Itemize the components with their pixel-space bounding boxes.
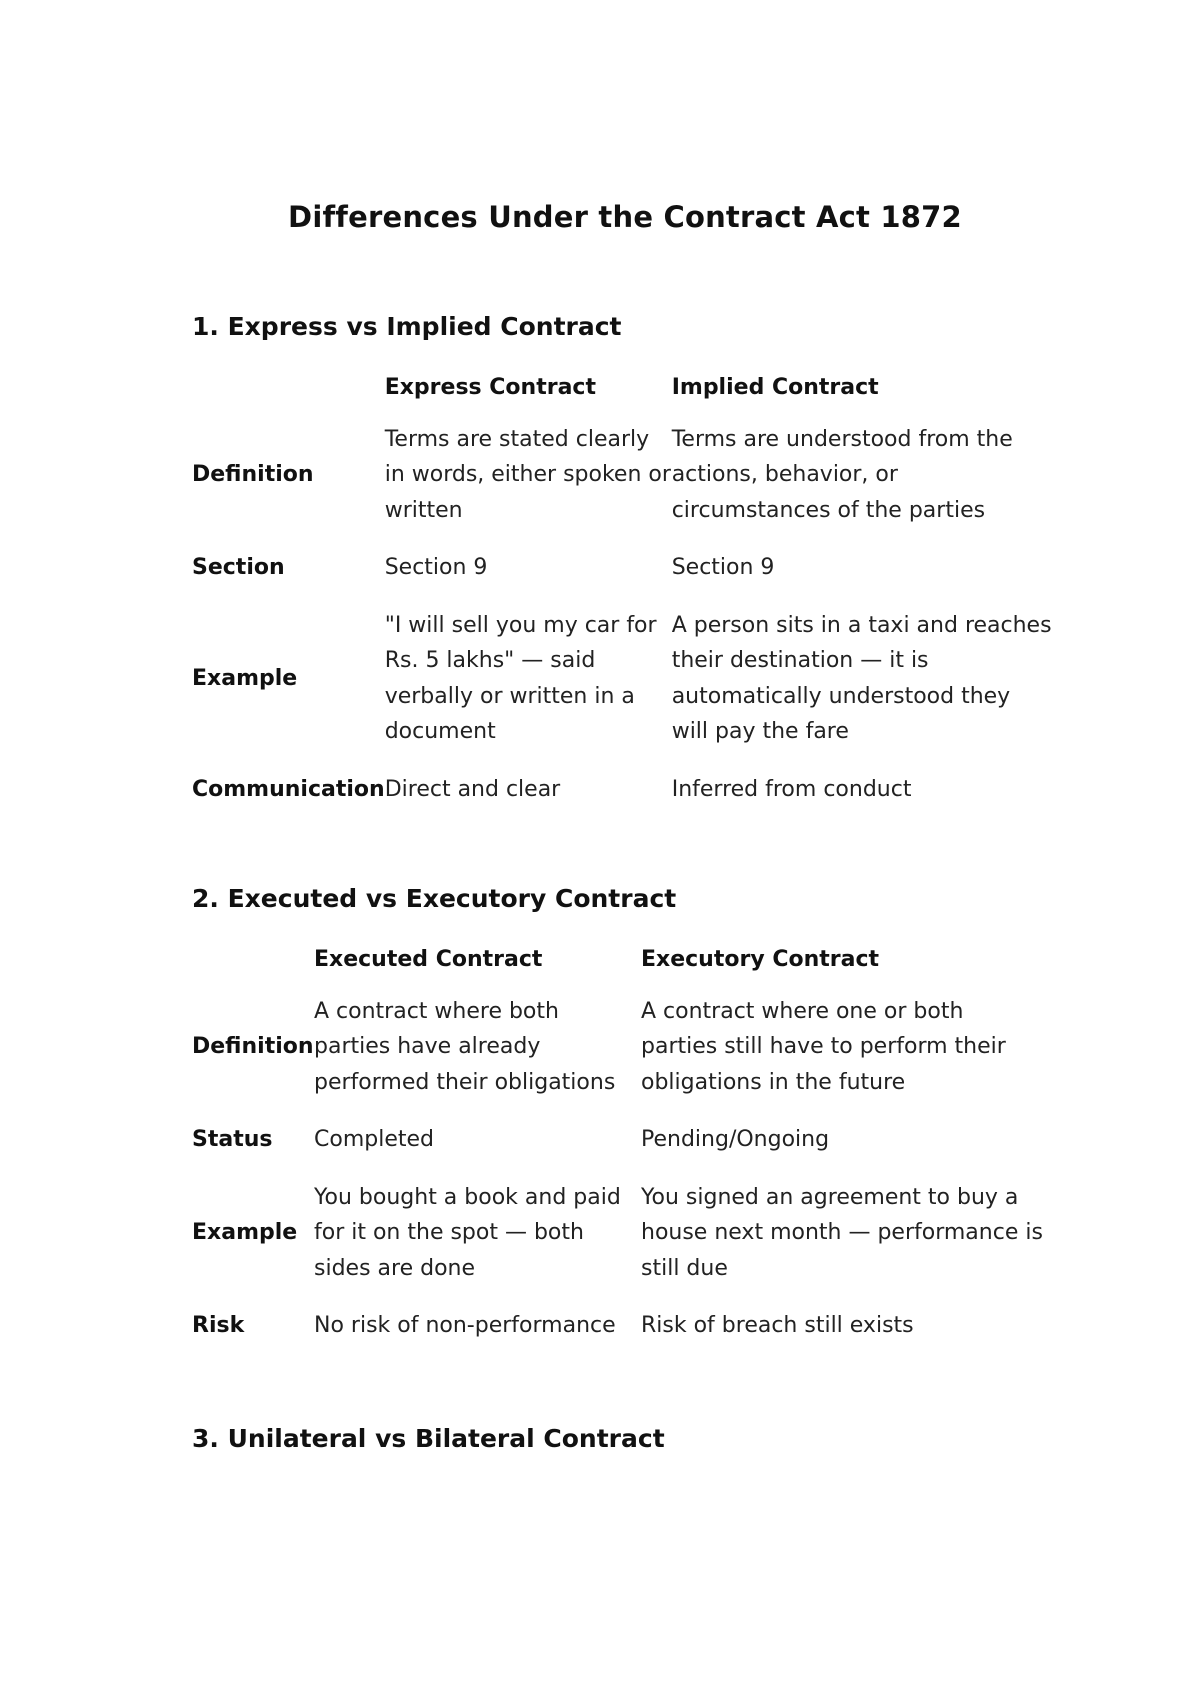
table-header-row bbox=[192, 370, 1052, 422]
table-cell: You signed an agreement to buy a house next month — performance is still due bbox=[641, 1184, 1043, 1281]
table-row bbox=[192, 1308, 1046, 1366]
table-cell: Completed bbox=[314, 1127, 434, 1152]
table-cell: Direct and clear bbox=[384, 776, 561, 802]
comparison-table-express-vs-implied bbox=[192, 370, 1052, 829]
section-heading-executed-vs-executory: 2. Executed vs Executory Contract bbox=[192, 884, 677, 913]
row-label: Definition bbox=[192, 462, 314, 487]
column-header-express: Express Contract bbox=[384, 375, 596, 400]
table-cell: Section 9 bbox=[384, 555, 488, 580]
table-row bbox=[192, 772, 1052, 830]
table-cell: You bought a book and paid for it on the spot — both sides are done bbox=[314, 1184, 621, 1281]
document-title: Differences Under the Contract Act 1872 bbox=[288, 200, 962, 234]
column-header-implied: Implied Contract bbox=[671, 375, 879, 400]
column-header-blank bbox=[192, 942, 314, 994]
table-row bbox=[192, 608, 1052, 772]
table-cell: A contract where both parties have already performed their obligations bbox=[314, 998, 616, 1095]
table-row bbox=[192, 1180, 1046, 1309]
table-cell: Terms are stated clearly in words, either spoken or written bbox=[384, 426, 671, 523]
table-cell: No risk of non-performance bbox=[314, 1313, 616, 1338]
row-label: Communication bbox=[192, 776, 385, 802]
table-cell: Section 9 bbox=[671, 555, 775, 580]
table-row bbox=[192, 550, 1052, 608]
column-header-executed: Executed Contract bbox=[314, 947, 543, 972]
row-label: Section bbox=[192, 555, 285, 580]
table-cell: Terms are understood from the actions, behavior, or circumstances of the parties bbox=[671, 426, 1013, 523]
section-heading-unilateral-vs-bilateral: 3. Unilateral vs Bilateral Contract bbox=[192, 1424, 665, 1453]
comparison-table-executed-vs-executory bbox=[192, 942, 1046, 1366]
row-label: Example bbox=[192, 1220, 298, 1245]
row-label: Definition bbox=[192, 1034, 314, 1059]
row-label: Example bbox=[192, 665, 298, 691]
table-cell: A person sits in a taxi and reaches their destination — it is automatically understood they will pay the fare bbox=[671, 612, 1052, 744]
table-cell: Inferred from conduct bbox=[671, 776, 912, 802]
table-row bbox=[192, 1122, 1046, 1180]
table-cell: A contract where one or both parties still have to perform their obligations in the future bbox=[641, 998, 1006, 1095]
column-header-executory: Executory Contract bbox=[641, 947, 880, 972]
table-row bbox=[192, 994, 1046, 1123]
table-cell: "I will sell you my car for Rs. 5 lakhs" — said verbally or written in a document bbox=[384, 612, 657, 744]
table-header-row bbox=[192, 942, 1046, 994]
column-header-blank bbox=[192, 370, 385, 422]
table-row bbox=[192, 422, 1052, 551]
row-label: Status bbox=[192, 1127, 273, 1152]
table-cell: Risk of breach still exists bbox=[641, 1313, 914, 1338]
table-cell: Pending/Ongoing bbox=[641, 1127, 830, 1152]
row-label: Risk bbox=[192, 1313, 245, 1338]
section-heading-express-vs-implied: 1. Express vs Implied Contract bbox=[192, 312, 622, 341]
